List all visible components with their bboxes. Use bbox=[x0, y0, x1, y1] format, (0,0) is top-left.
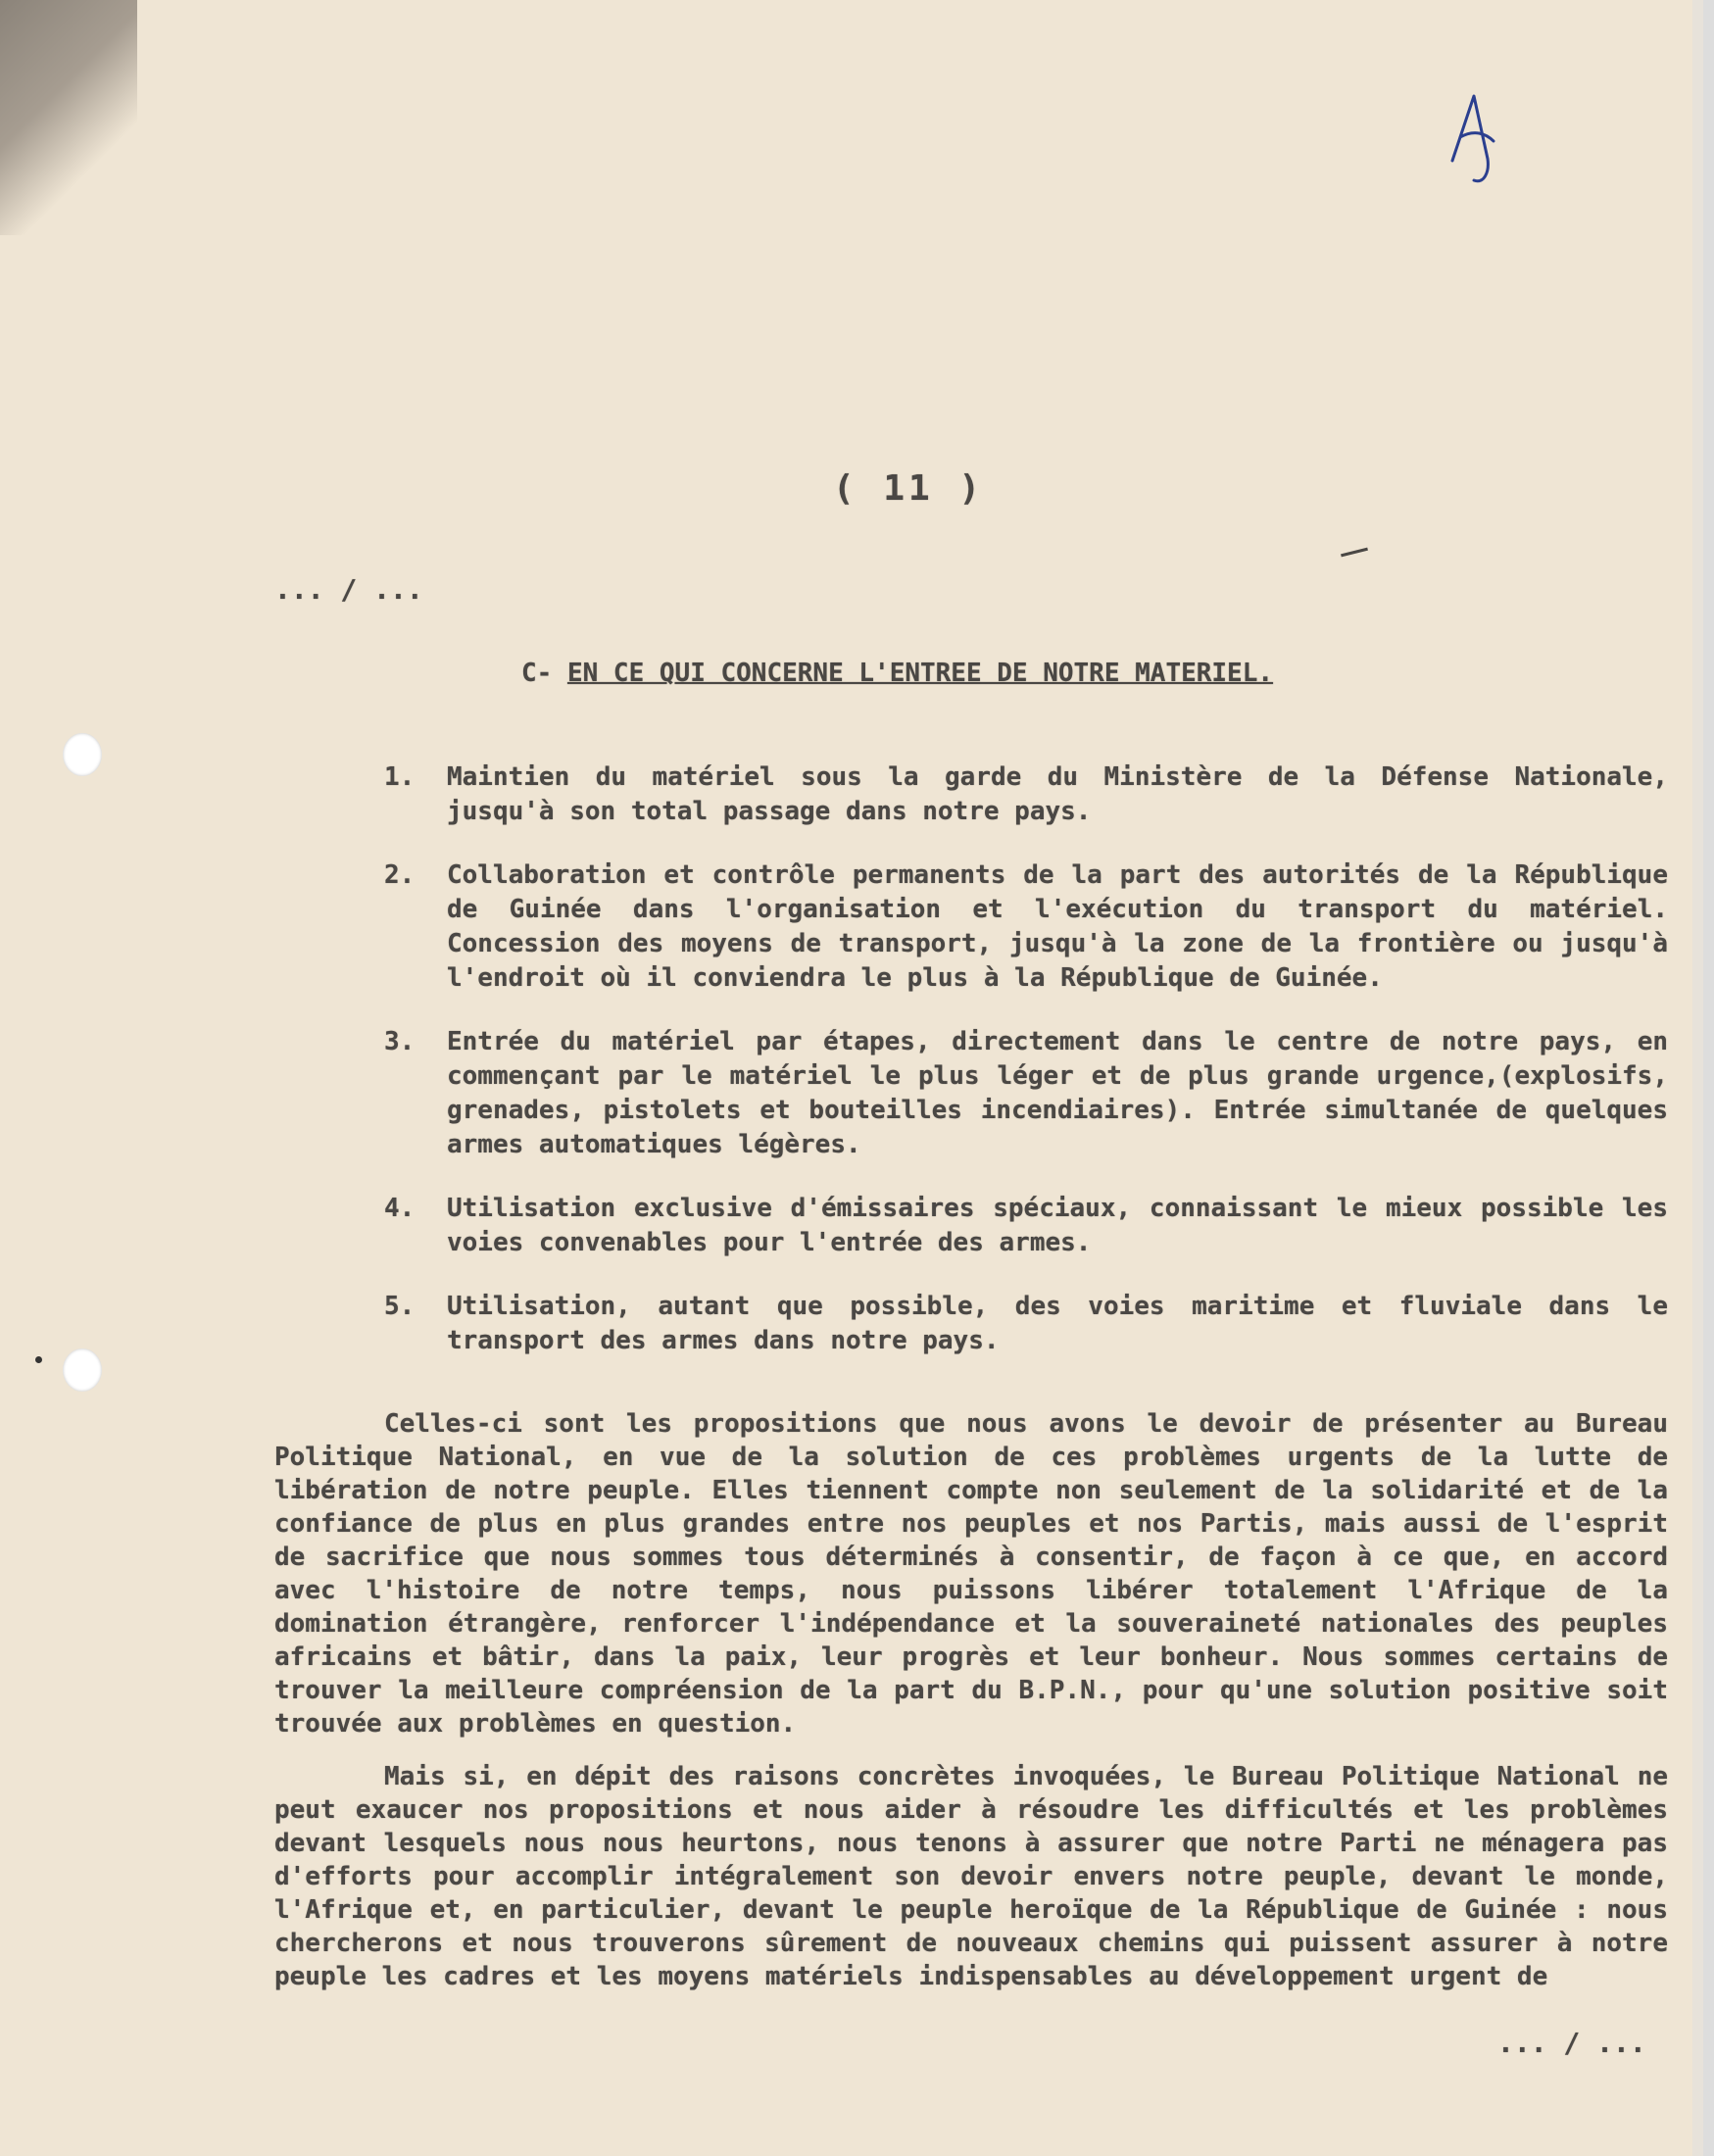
page-edge bbox=[1692, 0, 1703, 2156]
item-number: 1. bbox=[384, 762, 416, 792]
section-heading bbox=[521, 659, 1273, 688]
item-text: Collaboration et contrôle permanents de la part des autorités de la République de Guinée dans l'organisation et l'exécution du transport du matériel. Concession des moyens de transport, jusqu'à la zone de la frontière ou jusqu'à l'endroit où il conviendra le plus à la République de Guinée. bbox=[447, 860, 1668, 993]
punch-hole-icon bbox=[63, 733, 102, 776]
item-number: 3. bbox=[384, 1027, 416, 1056]
list-item bbox=[384, 1025, 1668, 1162]
list-item bbox=[384, 760, 1668, 829]
page-number: ( 11 ) bbox=[833, 468, 985, 509]
punch-hole-icon bbox=[63, 1348, 102, 1392]
section-prefix: C- bbox=[521, 659, 553, 688]
item-text: Entrée du matériel par étapes, directement dans le centre de notre pays, en commençant par le matériel le plus léger et de plus grande urgence,(explosifs, grenades, pistolets et bouteilles incendiaires). Entrée simultanée de quelques armes automatiques légères. bbox=[447, 1027, 1668, 1159]
list-item bbox=[384, 858, 1668, 996]
continuation-bottom: ... / ... bbox=[1497, 2027, 1646, 2059]
item-number: 4. bbox=[384, 1194, 416, 1223]
item-text: Utilisation, autant que possible, des voies maritime et fluviale dans le transport des armes dans notre pays. bbox=[447, 1292, 1668, 1355]
item-list bbox=[384, 760, 1668, 1388]
handwritten-mark-icon bbox=[1445, 90, 1503, 188]
item-number: 2. bbox=[384, 860, 416, 890]
section-title: EN CE QUI CONCERNE L'ENTREE DE NOTRE MATERIEL. bbox=[566, 659, 1274, 688]
item-number: 5. bbox=[384, 1292, 416, 1321]
list-item bbox=[384, 1290, 1668, 1358]
paragraph: Mais si, en dépit des raisons concrètes invoquées, le Bureau Politique National ne peut exaucer nos propositions et nous aider à résoudre les difficultés et les problèmes devant lesquels nous nous heurtons, nous tenons à assurer que notre Parti ne ménagera pas d'efforts pour accomplir intégralement son devoir envers notre peuple, devant le monde, l'Afrique et, en particulier, devant le peuple heroïque de la République de Guinée : nous chercherons et nous trouverons sûrement de nouveaux chemins qui puissent assurer à notre peuple les cadres et les moyens matériels indispensables au développement urgent de bbox=[274, 1762, 1668, 1991]
item-text: Maintien du matériel sous la garde du Ministère de la Défense Nationale, jusqu'à son total passage dans notre pays. bbox=[447, 762, 1668, 826]
continuation-top: ... / ... bbox=[274, 573, 423, 606]
list-item bbox=[384, 1192, 1668, 1260]
paragraph: Celles-ci sont les propositions que nous avons le devoir de présenter au Bureau Politique National, en vue de la solution de ces problèmes urgents de la lutte de libération de notre peuple. Elles tiennent compte non seulement de la solidarité et de la confiance de plus en plus grandes entre nos peuples et nos Partis, mais aussi de l'esprit de sacrifice que nous sommes tous déterminés à consentir, de façon à ce que, en accord avec l'histoire de notre temps, nous puissons libérer totalement l'Afrique de la domination étrangère, renforcer l'indépendance et la souveraineté nationales des peuples africains et bâtir, dans la paix, leur progrès et leur bonheur. Nous sommes certains de trouver la meilleure compréension de la part du B.P.N., pour qu'une solution positive soit trouvée aux problèmes en question. bbox=[274, 1409, 1668, 1739]
item-text: Utilisation exclusive d'émissaires spéciaux, connaissant le mieux possible les voies convenables pour l'entrée des armes. bbox=[447, 1194, 1668, 1257]
torn-corner bbox=[0, 0, 137, 235]
ink-speck bbox=[35, 1356, 42, 1363]
pencil-tick bbox=[1341, 548, 1368, 558]
